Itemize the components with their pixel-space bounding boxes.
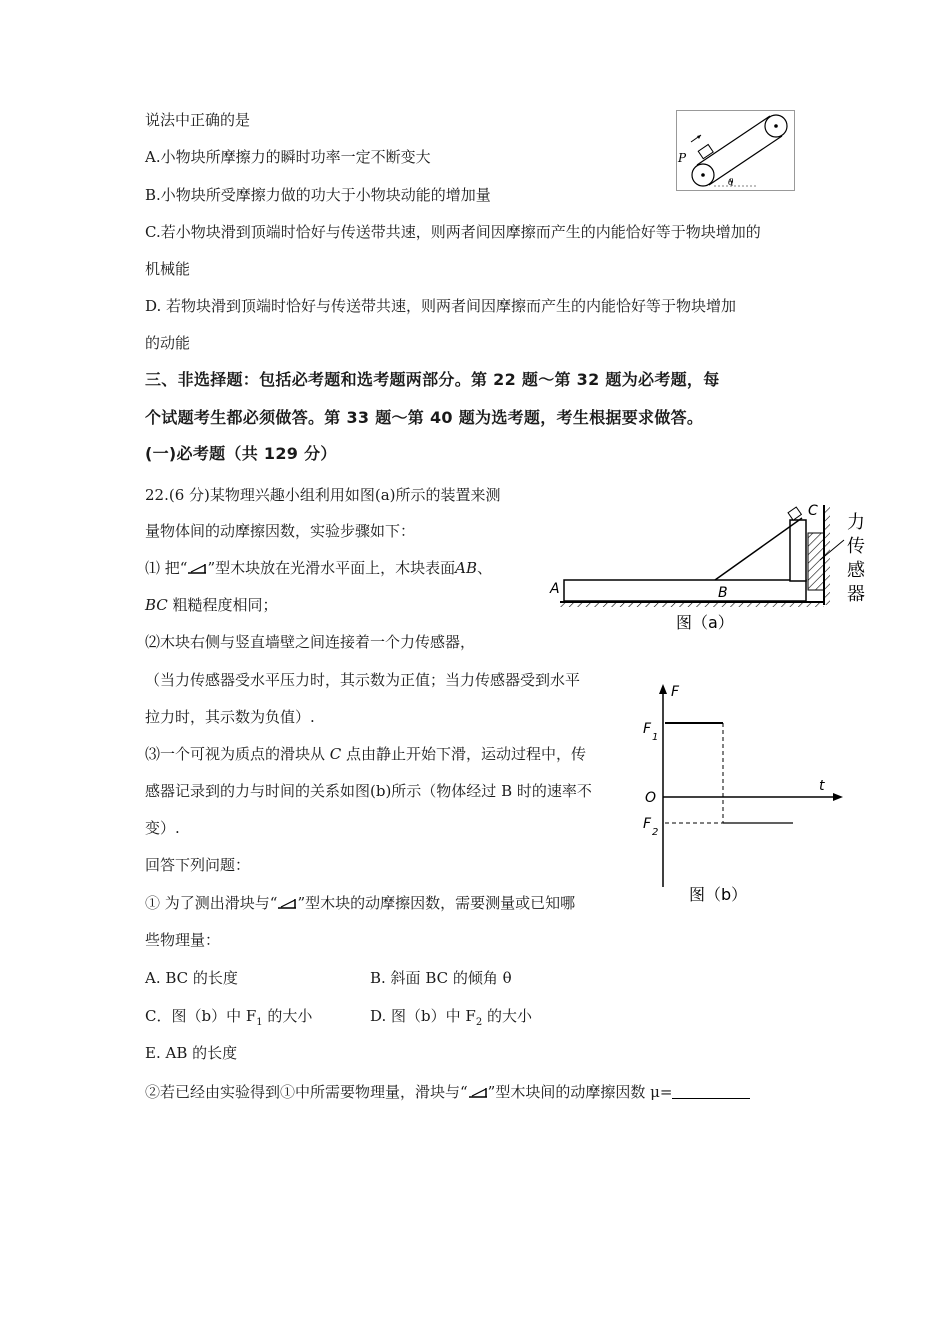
q21-option-d-line1: D. 若物块滑到顶端时恰好与传送带共速，则两者间因摩擦而产生的内能恰好等于物块增加: [145, 297, 737, 315]
fig-b-caption: 图（b）: [689, 885, 748, 904]
q22-step2-line2: （当力传感器受水平压力时，其示数为正值；当力传感器受到水平: [145, 671, 581, 689]
q22-line1: 22.(6 分)某物理兴趣小组利用如图(a)所示的装置来测: [145, 486, 501, 504]
l-block-icon: [277, 897, 297, 909]
fig-b-axis-t: t: [819, 778, 825, 794]
sensor-label-4: 器: [847, 584, 865, 605]
fig-a-caption: 图（a）: [676, 613, 734, 632]
q22-step3-line2: 感器记录到的力与时间的关系如图(b)所示（物体经过 B 时的速率不: [145, 782, 592, 800]
fig-b-f2-label: F: [643, 816, 652, 832]
sensor-label-2: 传: [847, 536, 865, 557]
sensor-label-3: 感: [847, 560, 865, 581]
fig-a-label-c: C: [808, 503, 818, 519]
q21-option-c-line2: 机械能: [145, 260, 191, 278]
fig-theta-label: θ: [728, 178, 734, 188]
figure-b: [635, 680, 850, 910]
q21-option-d-line2: 的动能: [145, 334, 191, 352]
fig-b-f1-label: F: [643, 721, 652, 737]
q21-option-a: A.小物块所摩擦力的瞬时功率一定不断变大: [145, 148, 431, 166]
answer-blank[interactable]: [672, 1084, 750, 1099]
q22-step3-line3: 变）.: [145, 819, 180, 837]
sensor-label-1: 力: [847, 512, 865, 533]
q22-option-b: B. 斜面 BC 的倾角 θ: [370, 969, 512, 987]
q22-step1-line1: ⑴ 把“ ”型木块放在光滑水平面上，木块表面AB、: [145, 559, 492, 577]
l-block-icon: [468, 1086, 488, 1098]
q22-sub1-line1: ① 为了测出滑块与“ ”型木块的动摩擦因数，需要测量或已知哪: [145, 894, 576, 912]
q22-answer-prompt: 回答下列问题：: [145, 856, 251, 874]
q21-option-b: B.小物块所受摩擦力做的功大于小物块动能的增加量: [145, 186, 491, 204]
q22-step1-line2: BC 粗糙程度相同；: [145, 596, 278, 614]
q22-step2-line3: 拉力时，其示数为负值）.: [145, 708, 315, 726]
section3-line1: 三、非选择题：包括必考题和选考题两部分。第 22 题～第 32 题为必考题，每: [145, 370, 720, 389]
q22-step2-line1: ⑵木块右侧与竖直墙壁之间连接着一个力传感器，: [145, 633, 476, 651]
q22-option-a: A. BC 的长度: [145, 969, 238, 987]
section3-line2: 个试题考生都必须做答。第 33 题～第 40 题为选考题，考生根据要求做答。: [145, 408, 704, 427]
q21-intro: 说法中正确的是: [145, 111, 251, 129]
fig-p-label: P: [678, 151, 687, 165]
q22-option-d: D. 图（b）中 $F_2$ 的大小: [370, 1007, 532, 1028]
q22-sub2: ②若已经由实验得到①中所需要物理量，滑块与“ ”型木块间的动摩擦因数 μ=: [145, 1082, 750, 1102]
fig-a-label-a: A: [550, 581, 560, 597]
conveyor-belt-figure: [676, 110, 796, 192]
q22-line2: 量物体间的动摩擦因数，实验步骤如下：: [145, 522, 416, 540]
fig-b-origin: O: [645, 790, 657, 806]
fig-b-f1-sub: 1: [652, 732, 659, 743]
q22-sub1-line2: 些物理量：: [145, 931, 221, 949]
fig-b-f2-sub: 2: [652, 827, 659, 838]
q22-option-e: E. AB 的长度: [145, 1044, 238, 1062]
section3-subtitle: (一)必考题（共 129 分）: [145, 444, 337, 463]
fig-b-axis-f: F: [671, 684, 680, 700]
figure-a: [540, 500, 880, 640]
l-block-icon: [187, 562, 207, 574]
q22-step3-line1: ⑶一个可视为质点的滑块从 C 点由静止开始下滑，运动过程中，传: [145, 745, 587, 763]
q21-option-c-line1: C.若小物块滑到顶端时恰好与传送带共速，则两者间因摩擦而产生的内能恰好等于物块增加的: [145, 223, 761, 241]
fig-a-label-b: B: [718, 585, 728, 601]
q22-option-c: C．图（b）中 $F_1$ 的大小: [145, 1007, 313, 1028]
